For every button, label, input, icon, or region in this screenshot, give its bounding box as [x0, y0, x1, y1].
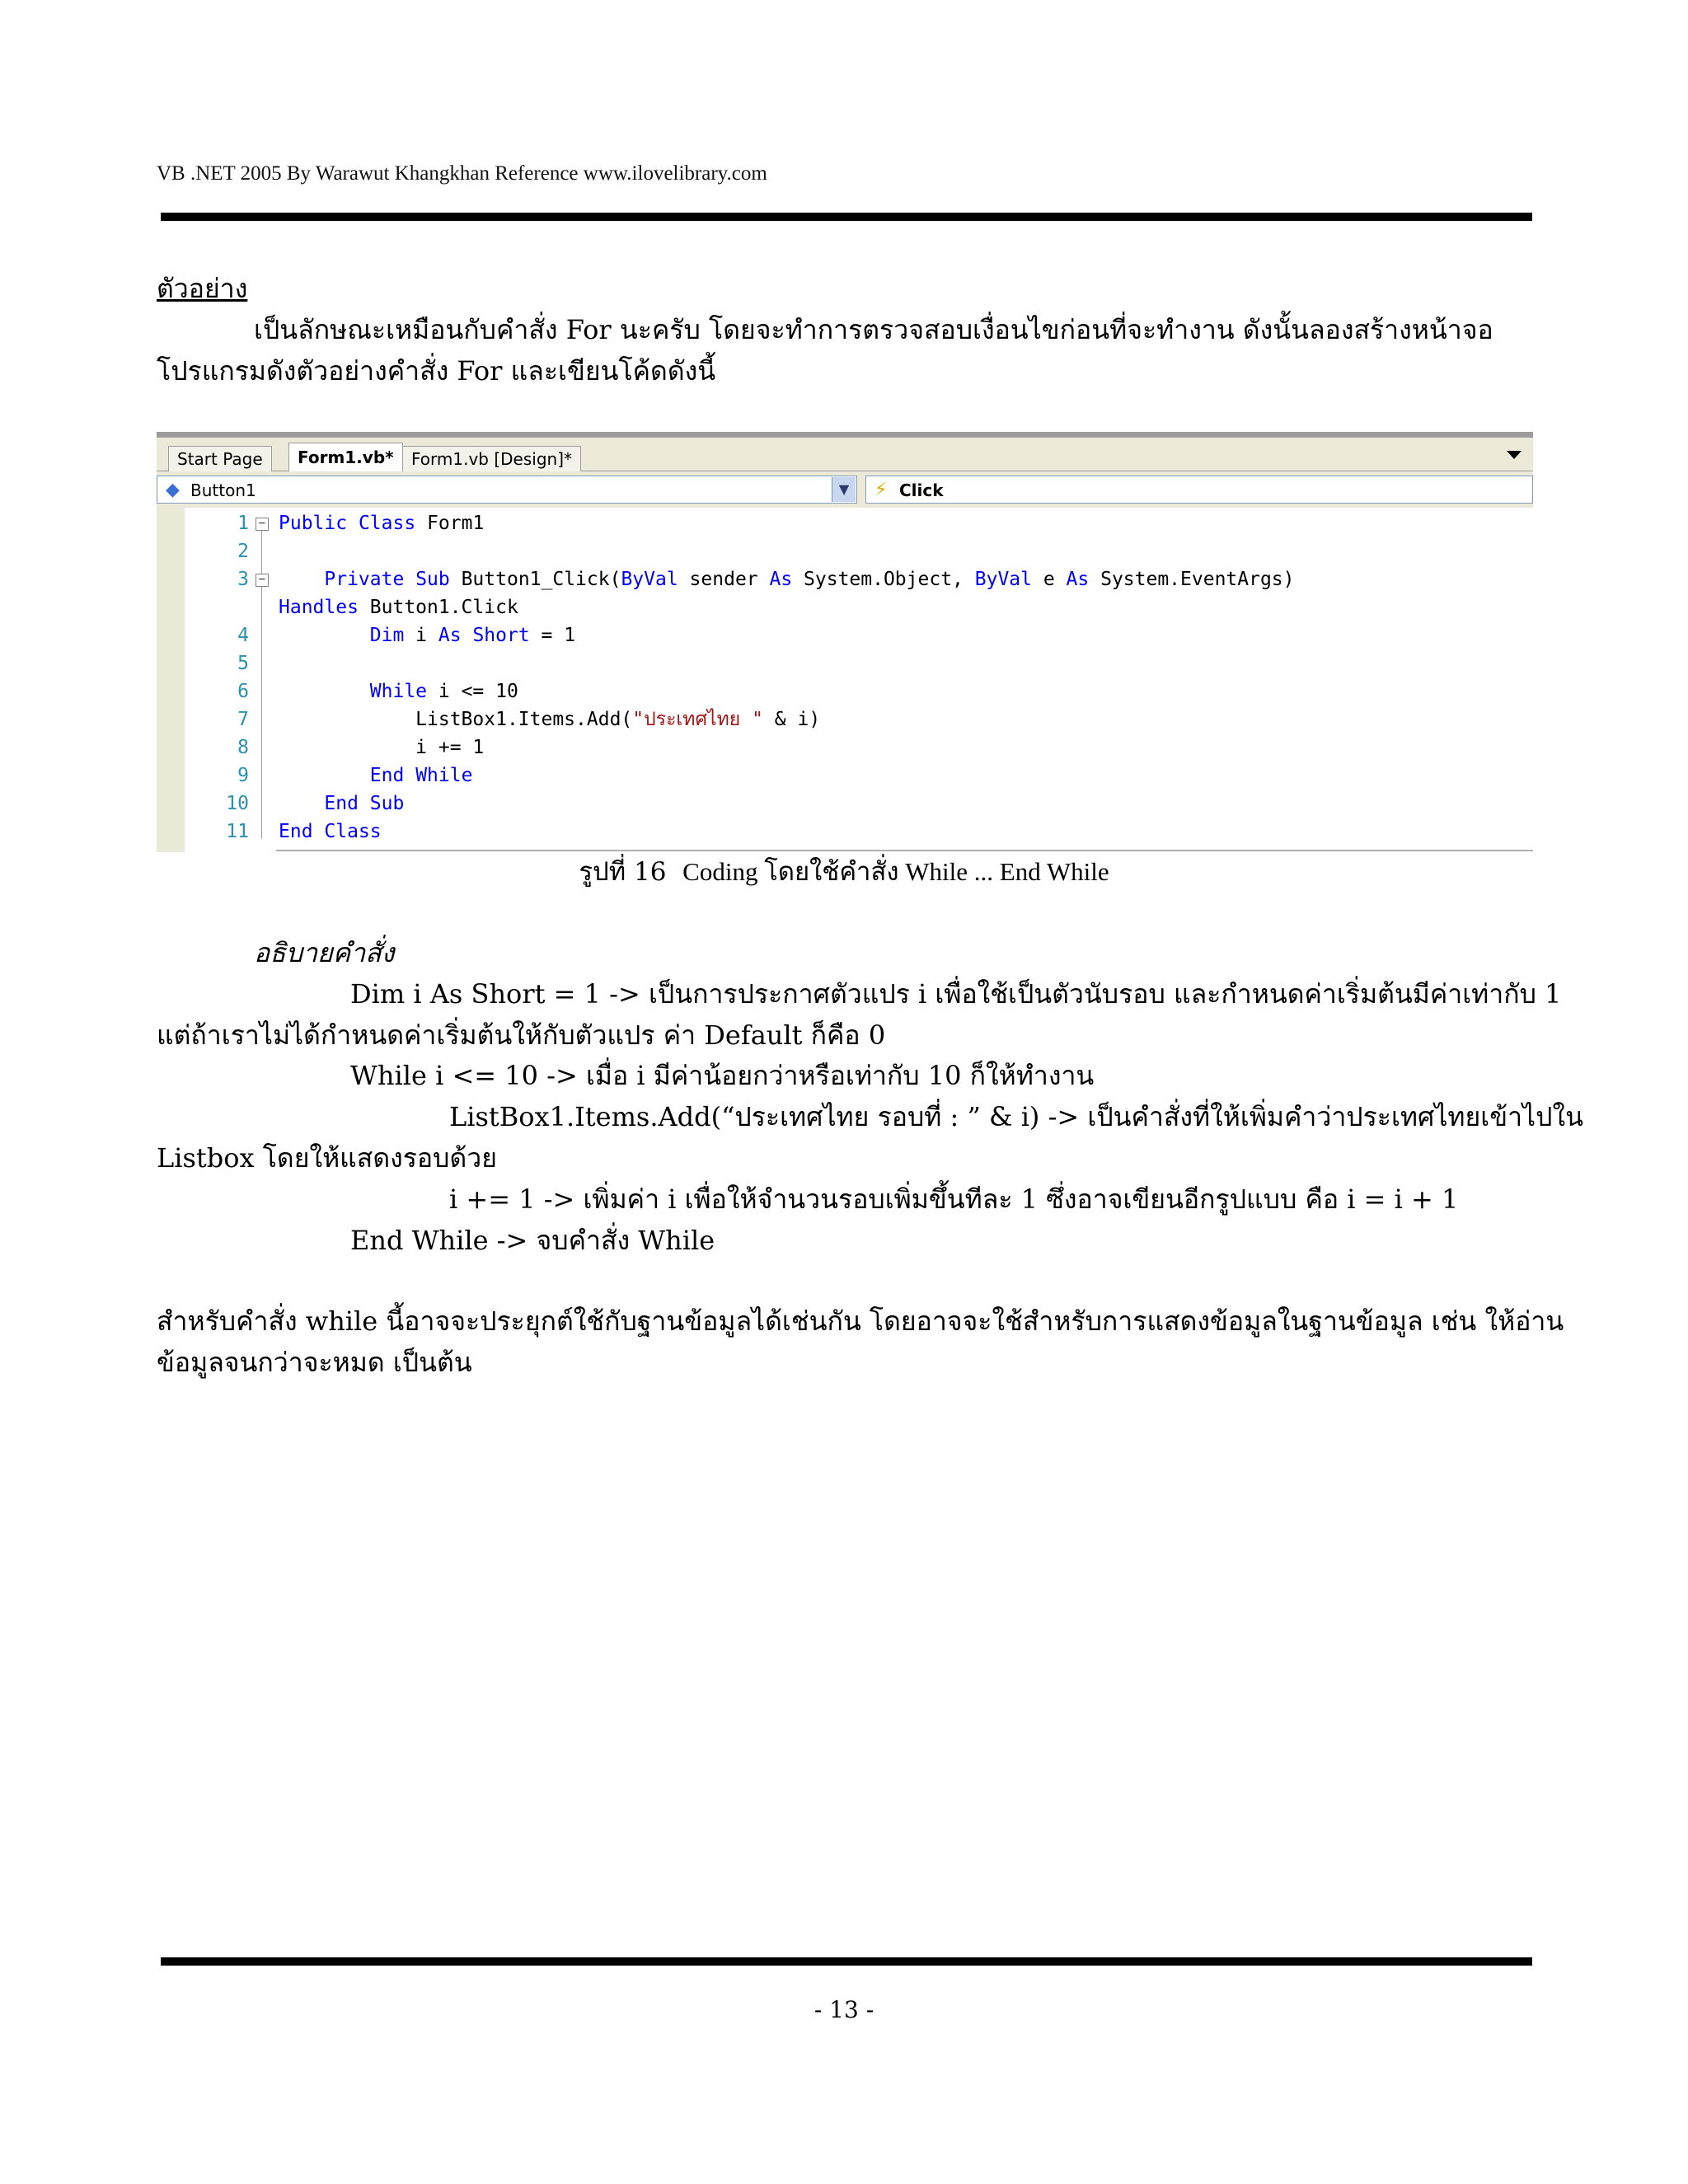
event-combo-value: Click: [899, 480, 944, 500]
explanation-line-1: Dim i As Short = 1 -> เป็นการประกาศตัวแปร i เพื่อใช้เป็นตัวนับรอบ และกำหนดค่าเริ่มต้นมีค่าเท่ากับ 1: [350, 978, 1562, 1010]
code-text: System.EventArgs): [1089, 569, 1295, 590]
code-keyword: Class: [324, 821, 382, 842]
line-number: 1: [237, 513, 249, 534]
code-text: = 1: [529, 625, 576, 646]
code-text: System.Object,: [792, 569, 975, 590]
lightning-icon: ⚡: [874, 480, 888, 500]
summary-line-2: ข้อมูลจนกว่าจะหมด เป็นต้น: [157, 1347, 472, 1378]
figure-number: รูปที่ 16: [579, 857, 667, 887]
code-keyword: As: [438, 625, 462, 646]
header-rule: [161, 213, 1532, 221]
line-number: 6: [237, 681, 249, 702]
collapse-icon[interactable]: −: [256, 518, 269, 531]
explanation-line-4: ListBox1.Items.Add(“ประเทศไทย รอบที่ : ” & i) -> เป็นคำสั่งที่ให้เพิ่มคำว่าประเทศไทยเข้าไปใน: [449, 1101, 1583, 1132]
code-keyword: Short: [472, 625, 530, 646]
line-number: 2: [237, 541, 249, 562]
code-keyword: While: [415, 765, 473, 786]
code-line[interactable]: [279, 565, 1295, 593]
line-number: 10: [226, 793, 249, 814]
page-number: - 13 -: [814, 1996, 874, 2023]
control-icon: ◆: [166, 480, 180, 500]
code-line[interactable]: [279, 593, 518, 621]
intro-line-2: โปรแกรมดังตัวอย่างคำสั่ง For และเขียนโค้ดดังนี้: [157, 355, 716, 387]
code-text: [347, 513, 359, 534]
explanation-line-3: While i <= 10 -> เมื่อ i มีค่าน้อยกว่าหรือเท่ากับ 10 ก็ให้ทำงาน: [350, 1060, 1095, 1091]
code-keyword: ByVal: [621, 569, 678, 590]
summary-line-1: สำหรับคำสั่ง while นี้อาจจะประยุกต์ใช้กับฐานข้อมูลได้เช่นกัน โดยอาจจะใช้สำหรับการแสดงข้อมูลในฐานข้อมูล เช่น ให้อ่าน: [157, 1305, 1564, 1337]
ide-screenshot: [157, 432, 1533, 852]
page-header: VB .NET 2005 By Warawut Khangkhan Reference www.ilovelibrary.com: [157, 162, 767, 185]
section-heading: ตัวอย่าง: [157, 273, 248, 304]
explanation-heading: อธิบายคำสั่ง: [254, 937, 395, 968]
code-keyword: As: [769, 569, 793, 590]
code-keyword: ByVal: [974, 569, 1032, 590]
code-text: [462, 625, 473, 646]
tab-start-page[interactable]: Start Page: [168, 446, 272, 471]
figure-caption-text: Coding โดยใช้คำสั่ง While ... End While: [682, 857, 1109, 886]
line-number: 11: [226, 821, 249, 842]
code-text: [279, 569, 324, 590]
explanation-line-5: Listbox โดยให้แสดงรอบด้วย: [157, 1142, 497, 1174]
line-number: 3: [237, 569, 249, 590]
ide-top-border: [157, 432, 1533, 438]
code-line[interactable]: [279, 705, 820, 733]
line-number: 4: [237, 625, 249, 646]
line-number: 7: [237, 709, 249, 730]
code-keyword: Class: [358, 513, 416, 534]
code-line[interactable]: [279, 509, 484, 537]
code-line[interactable]: [279, 621, 575, 649]
code-text: i += 1: [279, 737, 485, 758]
code-keyword: While: [369, 681, 428, 702]
footer-rule: [161, 1957, 1532, 1966]
code-text: [313, 821, 325, 842]
tab-form1-vb[interactable]: Form1.vb*: [288, 443, 403, 471]
code-text: i: [404, 625, 438, 646]
explanation-line-6: i += 1 -> เพิ่มค่า i เพื่อให้จำนวนรอบเพิ่มขึ้นทีละ 1 ซึ่งอาจเขียนอีกรูปแบบ คือ i = i + 1: [449, 1183, 1459, 1215]
event-combo[interactable]: [865, 476, 1533, 504]
code-text: [359, 793, 370, 814]
code-text: [279, 681, 370, 702]
code-text: [279, 765, 370, 786]
code-text: [279, 793, 324, 814]
code-keyword: End: [279, 821, 313, 842]
code-navigation-bar: [157, 471, 1533, 508]
code-line[interactable]: [279, 733, 484, 762]
code-keyword: Public: [279, 513, 348, 534]
code-text: [404, 569, 415, 590]
figure-caption: [0, 851, 1688, 893]
code-line[interactable]: [279, 677, 518, 705]
explanation-line-7: End While -> จบคำสั่ง While: [350, 1225, 715, 1256]
code-keyword: As: [1066, 569, 1090, 590]
code-text: [279, 625, 370, 646]
code-string: "ประเทศไทย ": [632, 709, 763, 730]
document-tab-bar: [157, 438, 1533, 471]
chevron-down-icon[interactable]: ▼: [832, 477, 856, 502]
code-text: i <= 10: [427, 681, 518, 702]
code-text: sender: [678, 569, 770, 590]
tab-list-dropdown-icon[interactable]: [1507, 451, 1522, 459]
code-editor[interactable]: [157, 508, 1533, 852]
code-keyword: Handles: [279, 597, 359, 618]
code-text: Form1: [415, 513, 485, 534]
code-text: [404, 765, 415, 786]
code-line[interactable]: [279, 762, 472, 790]
code-text: Button1_Click(: [449, 569, 621, 590]
code-keyword: End: [369, 765, 405, 786]
code-line[interactable]: [279, 818, 382, 846]
code-keyword: Private: [324, 569, 405, 590]
code-keyword: Sub: [369, 793, 405, 814]
object-combo[interactable]: [157, 476, 857, 504]
line-number: 5: [237, 653, 249, 674]
intro-line-1: เป็นลักษณะเหมือนกับคำสั่ง For นะครับ โดยจะทำการตรวจสอบเงื่อนไขก่อนที่จะทำงาน ดังนั้นลองสร้างหน้าจอ: [254, 314, 1493, 345]
code-line[interactable]: [279, 790, 404, 818]
line-number: 9: [237, 765, 249, 786]
code-keyword: Dim: [369, 625, 405, 646]
collapse-icon[interactable]: −: [256, 574, 269, 587]
tab-form1-design[interactable]: Form1.vb [Design]*: [402, 446, 581, 471]
line-number: 8: [237, 737, 249, 758]
code-text: e: [1032, 569, 1067, 590]
code-keyword: End: [324, 793, 359, 814]
code-text: Button1.Click: [358, 597, 518, 618]
code-text: ListBox1.Items.Add(: [279, 709, 633, 730]
code-text: & i): [762, 709, 821, 730]
code-keyword: Sub: [415, 569, 450, 590]
object-combo-value: Button1: [190, 480, 256, 500]
explanation-line-2: แต่ถ้าเราไม่ได้กำหนดค่าเริ่มต้นให้กับตัวแปร ค่า Default ก็คือ 0: [157, 1019, 886, 1051]
